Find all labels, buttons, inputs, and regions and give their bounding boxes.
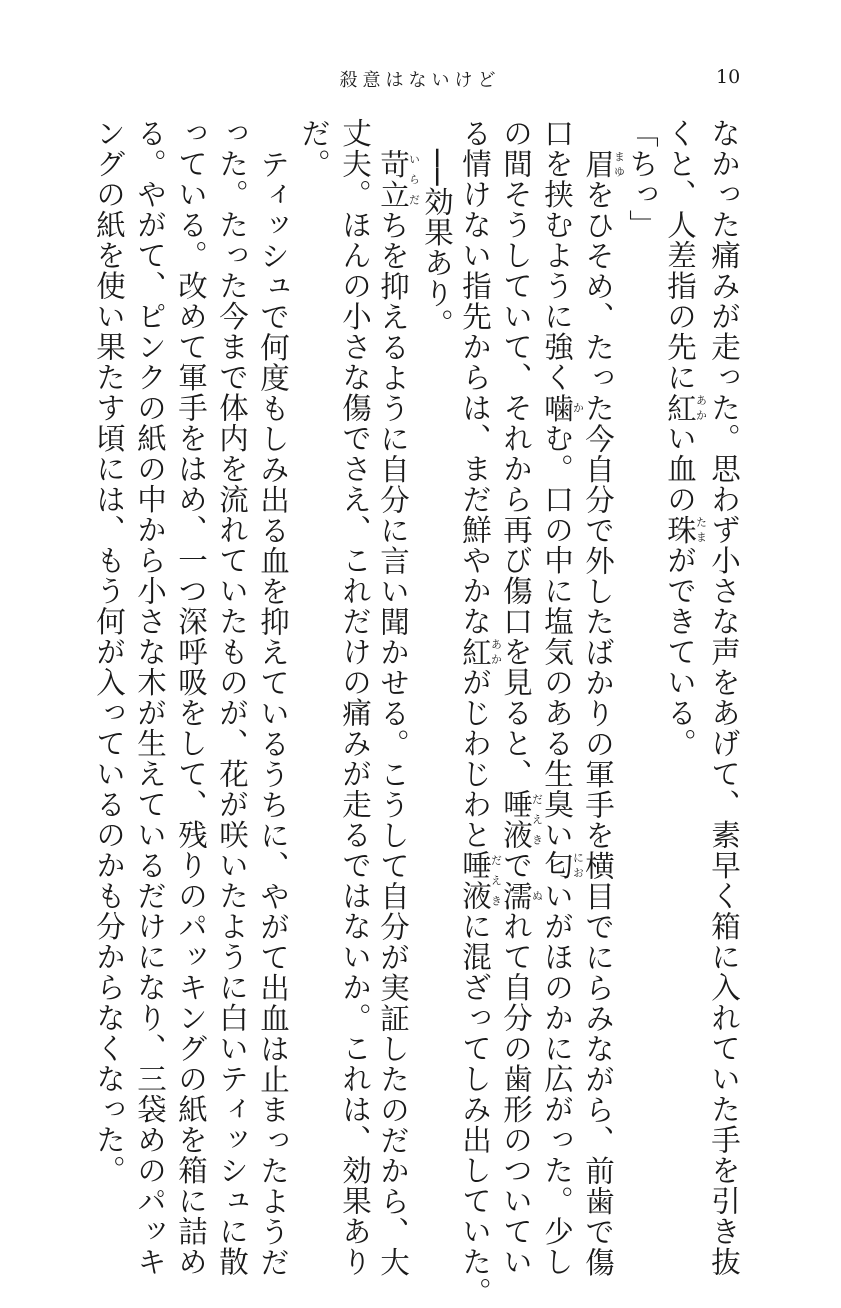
text-line: 「ちっ」 <box>625 118 659 240</box>
text-line: 苛立いらだちを抑えるように自分に言い聞かせる。こうして自分が実証したのだから、大 <box>376 149 421 1278</box>
text-line: なかった痛みが走った。思わず小さな声をあげて、素早く箱に入れていた手を引き抜 <box>707 118 741 1277</box>
vertical-body-text <box>0 118 841 1308</box>
text-line: だ。 <box>297 118 331 179</box>
page-number: 10 <box>716 66 741 88</box>
text-line: 口を挟むように強く噛かむ。口の中に塩気のある生臭い匂においがほのかに広がった。少し <box>540 118 585 1277</box>
running-title: 殺意はないけど <box>339 70 501 91</box>
text-line: った。たった今まで体内を流れていたものが、花が咲いたように白いティッシュに散 <box>215 118 249 1277</box>
text-line: くと、人差指の先に紅あかい血の珠たまができている。 <box>663 118 708 759</box>
text-line: ティッシュで何度もしみ出る血を抑えているうちに、やがて出血は止まったようだ <box>256 149 290 1278</box>
text-line: ングの紙を使い果たす頃には、もう何が入っているのかも分からなくなった。 <box>92 118 126 1186</box>
text-line: る情けない指先からは、まだ鮮やかな紅あかがじわじわと唾液だえきに混ざってしみ出していた。 <box>458 118 503 1308</box>
text-line: の間そうしていて、それから再び傷口を見ると、唾液だえきで濡ぬれて自分の歯形のついてい <box>499 118 544 1277</box>
text-line: 眉まゆをひそめ、たった今自分で外したばかりの軍手を横目でにらみながら、前歯で傷 <box>581 149 626 1278</box>
text-line: 丈夫。ほんの小さな傷でさえ、これだけの痛みが走るではないか。これは、効果あり <box>338 118 372 1277</box>
text-line: っている。改めて軍手をはめ、一つ深呼吸をして、残りのパッキングの紙を箱に詰め <box>174 118 208 1277</box>
text-line: る。やがて、ピンクの紙の中から小さな木が生えているだけになり、三袋めのパッキ <box>133 118 167 1277</box>
text-line: ──効果あり。 <box>420 149 454 340</box>
